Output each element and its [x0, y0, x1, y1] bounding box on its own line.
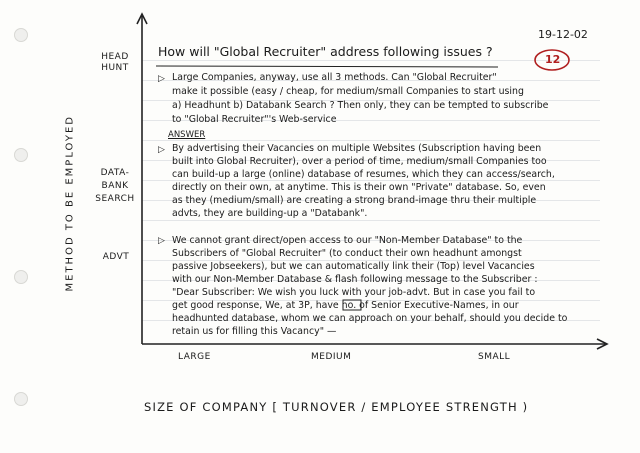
bullet-arrow-icon: ▷ — [158, 236, 165, 246]
x-axis-caption: SIZE OF COMPANY [ TURNOVER / EMPLOYEE STRENGTH ) — [144, 400, 529, 414]
block2-line: as they (medium/small) are creating a strong brand-image thru their multiple — [172, 195, 537, 206]
page-title: How will "Global Recruiter" address following issues ? — [158, 44, 493, 59]
bullet-arrow-icon: ▷ — [158, 145, 165, 155]
block1-line: a) Headhunt b) Databank Search ? Then only, they can be tempted to subscribe — [172, 100, 549, 111]
x-label-medium: MEDIUM — [311, 352, 352, 362]
y-axis-title: METHOD TO BE EMPLOYED — [64, 115, 76, 292]
block2-line: built into Global Recruiter), over a period of time, medium/small Companies too — [172, 156, 547, 167]
answer-label: ANSWER — [168, 130, 206, 140]
page-number: 12 — [545, 53, 561, 66]
block1-line: make it possible (easy / cheap, for medium/small Companies to start using — [172, 86, 524, 97]
y-label-head-hunt: HEAD HUNT — [101, 52, 129, 73]
y-label-advt: ADVT — [102, 252, 130, 262]
block1-line: to "Global Recruiter"'s Web-service — [172, 114, 337, 125]
block3-line: retain us for filling this Vacancy" — — [172, 326, 337, 337]
y-label-data-bank-search: DATA-BANK SEARCH — [95, 168, 135, 204]
block2-line: By advertising their Vacancies on multiple Websites (Subscription having been — [172, 143, 542, 154]
block3-line: passive Jobseekers), but we can automatically link their (Top) level Vacancies — [172, 261, 535, 272]
block3-line: Subscribers of "Global Recruiter" (to conduct their own headhunt amongst — [172, 248, 522, 259]
block2-line: directly on their own, at anytime. This is their own "Private" database. So, even — [172, 182, 546, 193]
title-underline — [156, 66, 498, 67]
block2-line: advts, they are building-up a "Databank". — [172, 208, 368, 219]
block3-line: We cannot grant direct/open access to our "Non-Member Database" to the — [172, 235, 523, 246]
block3-line: headhunted database, whom we can approach on your behalf, should you decide to — [172, 313, 568, 324]
x-label-large: LARGE — [178, 352, 211, 362]
bullet-arrow-icon: ▷ — [158, 74, 165, 84]
date-text: 19-12-02 — [538, 28, 588, 41]
x-label-small: SMALL — [478, 352, 511, 362]
block3-line: with our Non-Member Database & flash following message to the Subscriber : — [172, 274, 538, 285]
block1-line: Large Companies, anyway, use all 3 methods. Can "Global Recruiter" — [172, 72, 497, 83]
block3-line: get good response, We, at 3P, have no. of Senior Executive-Names, in our — [172, 300, 519, 311]
block2-line: can build-up a large (online) database of resumes, which they can access/search, — [172, 169, 555, 180]
block3-line: "Dear Subscriber: We wish you luck with your job-advt. But in case you fail to — [172, 287, 536, 298]
